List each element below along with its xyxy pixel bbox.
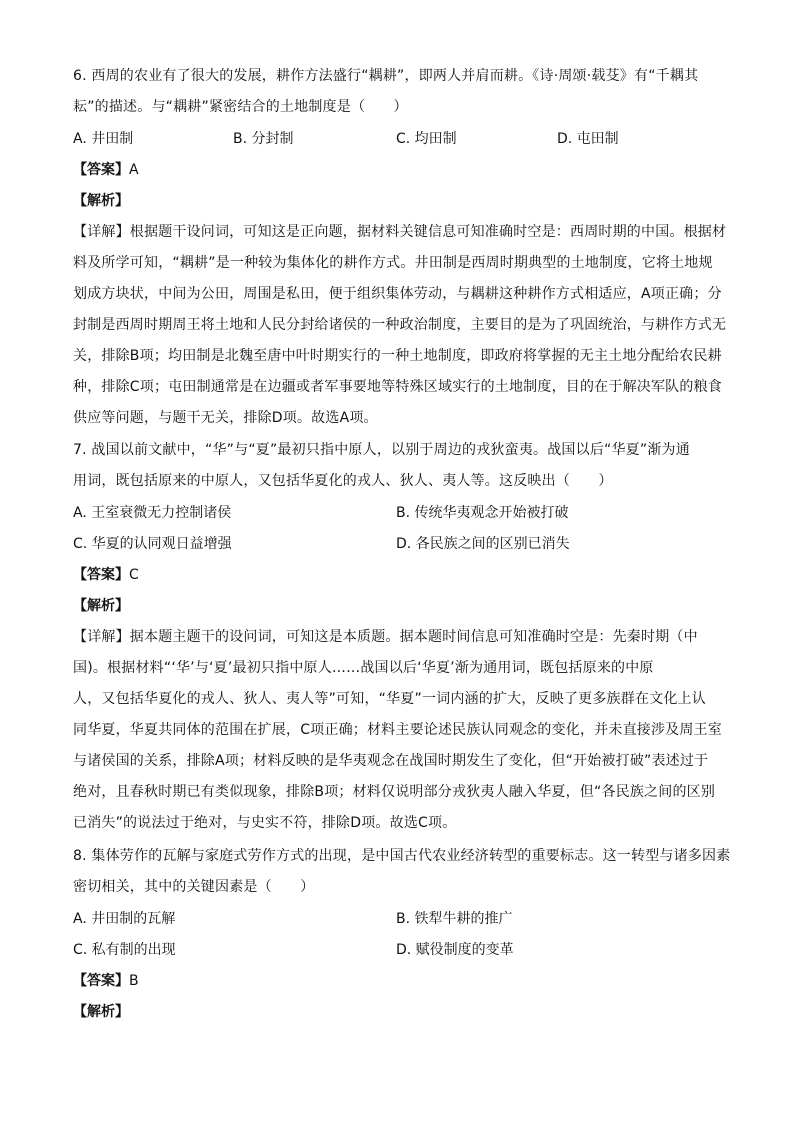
q7-option-b: B. 传统华夷观念开始被打破: [396, 505, 569, 521]
q7-detail-line-3: 人，又包括华夏化的戎人、狄人、夷人等”可知，“华夏”一词内涵的扩大，反映了更多族群在文化上认: [73, 691, 706, 707]
q8-option-c: C. 私有制的出现: [73, 942, 176, 958]
q7-detail-line-5: 与诸侯国的关系，排除A项；材料反映的是华夷观念在战国时期发生了变化，但“开始被打破”表述过于: [73, 753, 709, 769]
answer-label: 【答案】: [73, 973, 129, 989]
q6-answer: [73, 160, 139, 180]
q7-detail-line-4: 同华夏，华夏共同体的范围在扩展，C项正确；材料主要论述民族认同观念的变化，并未直接涉及周王室: [73, 722, 722, 738]
q8-answer: [73, 971, 139, 991]
q7-option-c: C. 华夏的认同观日益增强: [73, 536, 232, 552]
q7-stem-line-1: 7. 战国以前文献中，“华”与“夏”最初只指中原人，以别于周边的戎狄蛮夷。战国以后“华夏”渐为通: [73, 442, 690, 458]
answer-value: B: [129, 973, 139, 989]
answer-label: 【答案】: [73, 567, 129, 583]
q6-stem-line-2: 耘”的描述。与“耦耕”紧密结合的土地制度是（ ）: [73, 99, 408, 115]
answer-label: 【答案】: [73, 162, 129, 178]
q6-analysis-label: 【解析】: [73, 193, 129, 209]
q7-detail-line-6: 绝对，且春秋时期已有类似现象，排除B项；材料仅说明部分戎狄夷人融入华夏，但“各民族之间的区别: [73, 784, 716, 800]
q7-detail-line-7: 已消失”的说法过于绝对，与史实不符，排除D项。故选C项。: [73, 815, 457, 831]
q6-detail-line-4: 封制是西周时期周王将土地和人民分封给诸侯的一种政治制度，主要目的是为了巩固统治，与耕作方式无: [73, 317, 727, 333]
q6-option-a: A. 井田制: [73, 131, 134, 147]
q6-detail-line-7: 供应等问题，与题干无关，排除D项。故选A项。: [73, 410, 378, 426]
q6-detail-line-2: 料及所学可知，“耦耕”是一种较为集体化的耕作方式。井田制是西周时期典型的土地制度，它将土地规: [73, 255, 713, 271]
q7-analysis-label: 【解析】: [73, 598, 129, 614]
q6-detail-line-6: 种，排除C项；屯田制通常是在边疆或者军事要地等特殊区域实行的土地制度，目的在于解决军队的粮食: [73, 379, 722, 395]
q6-option-c: C. 均田制: [396, 131, 457, 147]
q8-stem-line-1: 8. 集体劳作的瓦解与家庭式劳作方式的出现，是中国古代农业经济转型的重要标志。这一转型与诸多因素: [73, 848, 731, 864]
q7-option-d: D. 各民族之间的区别已消失: [396, 536, 570, 552]
q7-answer: [73, 565, 139, 585]
answer-value: C: [129, 567, 139, 583]
q7-detail-line-2: 国)。根据材料“‘华’与‘夏’最初只指中原人……战国以后‘华夏’渐为通用词，既包括原来的中原: [73, 660, 654, 676]
q6-stem-line-1: 6. 西周的农业有了很大的发展，耕作方法盛行“耦耕”，即两人并肩而耕。《诗·周颂·载芟》有“千耦其: [73, 68, 699, 84]
q6-option-d: D. 屯田制: [557, 131, 619, 147]
q6-detail-line-5: 关，排除B项；均田制是北魏至唐中叶时期实行的一种土地制度，即政府将掌握的无主土地分配给农民耕: [73, 348, 722, 364]
q7-detail-line-1: 【详解】据本题主题干的设问词，可知这是本质题。据本题时间信息可知准确时空是：先秦时期（中: [73, 629, 698, 645]
q6-detail-line-1: 【详解】根据题干设问词，可知这是正向题，据材料关键信息可知准确时空是：西周时期的中国。根据材: [73, 224, 727, 240]
q6-option-b: B. 分封制: [233, 131, 294, 147]
q6-detail-line-3: 划成方块状，中间为公田，周围是私田，便于组织集体劳动，与耦耕这种耕作方式相适应，A项正确；分: [73, 286, 722, 302]
q7-stem-line-2: 用词，既包括原来的中原人，又包括华夏化的戎人、狄人、夷人等。这反映出（ ）: [73, 473, 613, 489]
q7-option-a: A. 王室衰微无力控制诸侯: [73, 505, 232, 521]
q8-stem-line-2: 密切相关，其中的关键因素是（ ）: [73, 879, 315, 895]
q8-option-b: B. 铁犁牛耕的推广: [396, 911, 513, 927]
q8-option-d: D. 赋役制度的变革: [396, 942, 514, 958]
q8-option-a: A. 井田制的瓦解: [73, 911, 176, 927]
q8-analysis-label: 【解析】: [73, 1004, 129, 1020]
answer-value: A: [129, 162, 139, 178]
